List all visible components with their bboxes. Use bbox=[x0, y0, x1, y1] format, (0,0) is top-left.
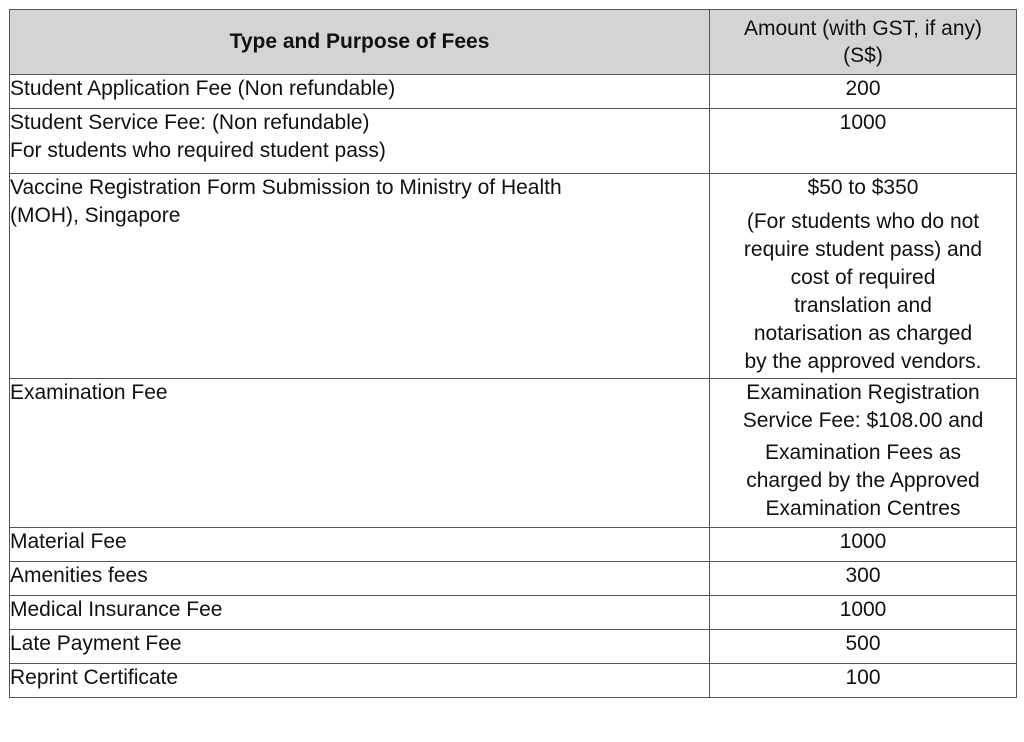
fee-type-text: Examination Fee bbox=[10, 381, 168, 404]
fee-type-text: Medical Insurance Fee bbox=[10, 598, 223, 621]
fee-amount-text: $50 to $350 bbox=[807, 176, 919, 199]
fee-amount-cell bbox=[710, 562, 1017, 596]
fee-type-text: Student Application Fee (Non refundable) bbox=[10, 77, 396, 100]
fee-amount-text: 1000 bbox=[839, 598, 887, 621]
table-row bbox=[10, 664, 1017, 698]
fee-type-cell bbox=[10, 109, 710, 174]
fee-amount-text: 100 bbox=[845, 666, 881, 689]
fee-amount-text: Examination Centres bbox=[765, 497, 961, 520]
fee-amount-text: notarisation as charged bbox=[753, 322, 973, 345]
header-amount-line-1: Amount (with GST, if any) bbox=[743, 17, 983, 40]
header-type: Type and Purpose of Fees bbox=[10, 10, 710, 75]
fee-type-text: Vaccine Registration Form Submission to Ministry of Health bbox=[10, 176, 562, 199]
fee-amount-text: (For students who do not bbox=[746, 210, 980, 233]
table-row bbox=[10, 596, 1017, 630]
fee-type-cell bbox=[10, 630, 710, 664]
table-row bbox=[10, 174, 1017, 379]
fee-amount-text: cost of required bbox=[790, 266, 936, 289]
fee-amount-cell bbox=[710, 174, 1017, 379]
fee-type-text: (MOH), Singapore bbox=[10, 204, 181, 227]
fee-amount-text: Examination Fees as bbox=[764, 441, 962, 464]
table-row bbox=[10, 75, 1017, 109]
fee-amount-text: Service Fee: $108.00 and bbox=[742, 409, 984, 432]
fee-type-cell bbox=[10, 75, 710, 109]
fee-amount-cell bbox=[710, 596, 1017, 630]
fee-amount-cell bbox=[710, 75, 1017, 109]
fee-amount-cell bbox=[710, 109, 1017, 174]
fee-amount-text: 1000 bbox=[839, 111, 887, 134]
table-row bbox=[10, 528, 1017, 562]
fee-type-cell bbox=[10, 664, 710, 698]
header-amount-line-2: (S$) bbox=[843, 44, 883, 67]
fee-amount-text: charged by the Approved bbox=[746, 469, 980, 492]
fee-amount-cell bbox=[710, 528, 1017, 562]
table-row bbox=[10, 379, 1017, 528]
fees-table bbox=[9, 9, 1017, 698]
fee-type-text: Reprint Certificate bbox=[10, 666, 179, 689]
table-row bbox=[10, 109, 1017, 174]
fee-type-text: Amenities fees bbox=[10, 564, 148, 587]
fee-amount-text: 200 bbox=[845, 77, 881, 100]
fee-type-text: Material Fee bbox=[10, 530, 127, 553]
fee-type-text: For students who required student pass) bbox=[10, 139, 386, 162]
fee-amount-text: 500 bbox=[845, 632, 881, 655]
fee-amount-cell bbox=[710, 630, 1017, 664]
fee-type-cell bbox=[10, 596, 710, 630]
fee-type-text: Student Service Fee: (Non refundable) bbox=[10, 111, 370, 134]
fee-type-text: Late Payment Fee bbox=[10, 632, 182, 655]
fee-amount-cell bbox=[710, 379, 1017, 528]
fee-type-cell bbox=[10, 528, 710, 562]
fee-amount-cell bbox=[710, 664, 1017, 698]
header-amount bbox=[710, 10, 1017, 75]
fee-amount-text: require student pass) and bbox=[743, 238, 983, 261]
fee-type-cell bbox=[10, 379, 710, 528]
header-row bbox=[10, 10, 1017, 75]
fee-amount-text: 300 bbox=[845, 564, 881, 587]
fee-type-cell bbox=[10, 562, 710, 596]
table-row bbox=[10, 562, 1017, 596]
fee-amount-text: translation and bbox=[794, 294, 932, 317]
fee-amount-text: by the approved vendors. bbox=[744, 350, 982, 373]
fee-amount-text: Examination Registration bbox=[746, 381, 980, 404]
fee-type-cell bbox=[10, 174, 710, 379]
fee-amount-text: 1000 bbox=[839, 530, 887, 553]
table-row bbox=[10, 630, 1017, 664]
